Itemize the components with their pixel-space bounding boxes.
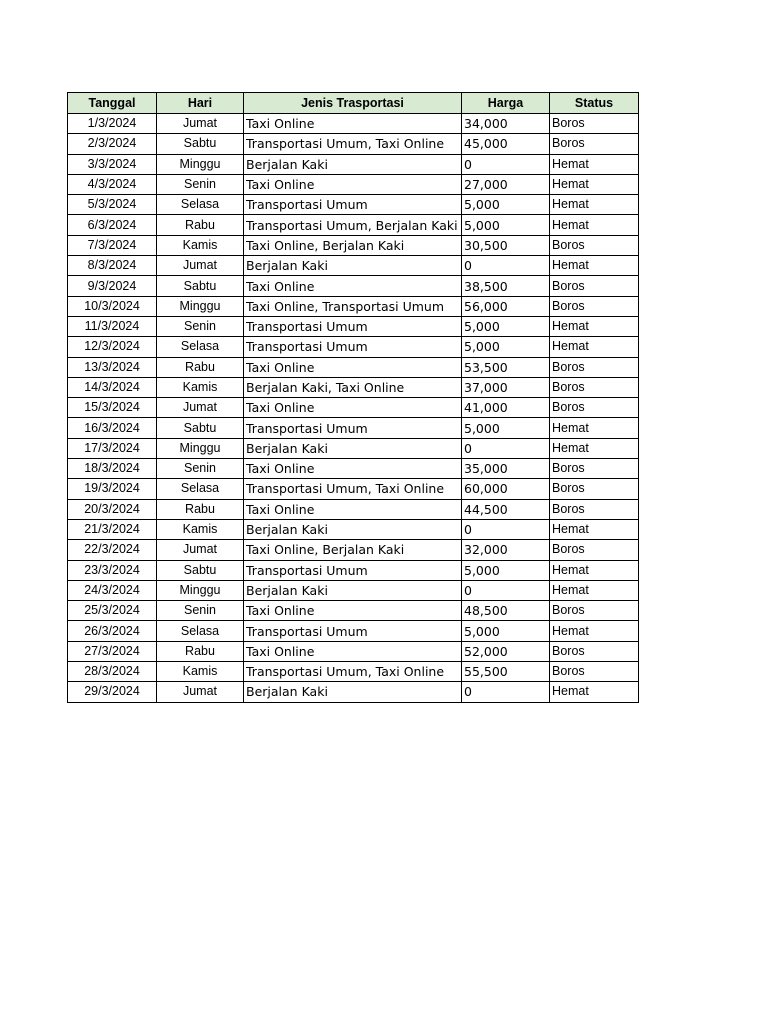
date-cell[interactable]: 10/3/2024: [68, 296, 157, 316]
price-cell[interactable]: 27,000: [462, 174, 550, 194]
transport-type-cell[interactable]: Transportasi Umum: [244, 621, 462, 641]
transport-type-cell[interactable]: Taxi Online: [244, 601, 462, 621]
status-cell[interactable]: Boros: [550, 641, 639, 661]
table-row: [68, 357, 639, 377]
price-cell[interactable]: 5,000: [462, 418, 550, 438]
transport-type-cell[interactable]: Berjalan Kaki: [244, 580, 462, 600]
day-cell[interactable]: Selasa: [157, 195, 244, 215]
date-cell[interactable]: 5/3/2024: [68, 195, 157, 215]
table-row: [68, 519, 639, 539]
price-cell[interactable]: 60,000: [462, 479, 550, 499]
transport-type-cell[interactable]: Taxi Online: [244, 459, 462, 479]
status-cell[interactable]: Boros: [550, 479, 639, 499]
price-cell[interactable]: 5,000: [462, 621, 550, 641]
price-cell[interactable]: 0: [462, 580, 550, 600]
date-cell[interactable]: 27/3/2024: [68, 641, 157, 661]
price-cell[interactable]: 0: [462, 438, 550, 458]
price-cell[interactable]: 56,000: [462, 296, 550, 316]
date-cell[interactable]: 23/3/2024: [68, 560, 157, 580]
status-cell[interactable]: Hemat: [550, 337, 639, 357]
table-row: [68, 154, 639, 174]
transport-type-cell[interactable]: Taxi Online: [244, 174, 462, 194]
day-cell[interactable]: Selasa: [157, 479, 244, 499]
price-cell[interactable]: 55,500: [462, 662, 550, 682]
status-cell[interactable]: Boros: [550, 662, 639, 682]
date-cell[interactable]: 3/3/2024: [68, 154, 157, 174]
header-hari[interactable]: Hari: [157, 93, 244, 114]
transport-type-cell[interactable]: Taxi Online: [244, 641, 462, 661]
status-cell[interactable]: Boros: [550, 276, 639, 296]
table-row: [68, 296, 639, 316]
day-cell[interactable]: Sabtu: [157, 418, 244, 438]
header-row: [68, 93, 639, 114]
date-cell[interactable]: 24/3/2024: [68, 580, 157, 600]
header-harga[interactable]: Harga: [462, 93, 550, 114]
table-row: [68, 418, 639, 438]
transport-type-cell[interactable]: Taxi Online, Berjalan Kaki: [244, 235, 462, 255]
day-cell[interactable]: Rabu: [157, 357, 244, 377]
price-cell[interactable]: 5,000: [462, 215, 550, 235]
date-cell[interactable]: 17/3/2024: [68, 438, 157, 458]
table-row: [68, 215, 639, 235]
header-jenis-transportasi[interactable]: Jenis Trasportasi: [244, 93, 462, 114]
table-row: [68, 114, 639, 134]
status-cell[interactable]: Hemat: [550, 174, 639, 194]
date-cell[interactable]: 20/3/2024: [68, 499, 157, 519]
table-row: [68, 316, 639, 336]
status-cell[interactable]: Boros: [550, 377, 639, 397]
table-row: [68, 134, 639, 154]
date-cell[interactable]: 28/3/2024: [68, 662, 157, 682]
date-cell[interactable]: 9/3/2024: [68, 276, 157, 296]
status-cell[interactable]: Hemat: [550, 154, 639, 174]
transport-type-cell[interactable]: Taxi Online: [244, 114, 462, 134]
status-cell[interactable]: Hemat: [550, 519, 639, 539]
status-cell[interactable]: Boros: [550, 601, 639, 621]
transport-type-cell[interactable]: Taxi Online: [244, 357, 462, 377]
table-row: [68, 560, 639, 580]
table-row: [68, 276, 639, 296]
transport-type-cell[interactable]: Transportasi Umum, Berjalan Kaki: [244, 215, 462, 235]
status-cell[interactable]: Boros: [550, 398, 639, 418]
transport-type-cell[interactable]: Transportasi Umum: [244, 337, 462, 357]
table-row: [68, 641, 639, 661]
day-cell[interactable]: Kamis: [157, 519, 244, 539]
day-cell[interactable]: Jumat: [157, 114, 244, 134]
table-row: [68, 499, 639, 519]
day-cell[interactable]: Jumat: [157, 398, 244, 418]
day-cell[interactable]: Senin: [157, 316, 244, 336]
day-cell[interactable]: Sabtu: [157, 560, 244, 580]
day-cell[interactable]: Senin: [157, 601, 244, 621]
status-cell[interactable]: Hemat: [550, 195, 639, 215]
price-cell[interactable]: 5,000: [462, 337, 550, 357]
status-cell[interactable]: Hemat: [550, 316, 639, 336]
price-cell[interactable]: 44,500: [462, 499, 550, 519]
day-cell[interactable]: Jumat: [157, 540, 244, 560]
table-row: [68, 479, 639, 499]
table-row: [68, 195, 639, 215]
date-cell[interactable]: 25/3/2024: [68, 601, 157, 621]
date-cell[interactable]: 4/3/2024: [68, 174, 157, 194]
day-cell[interactable]: Kamis: [157, 662, 244, 682]
price-cell[interactable]: 0: [462, 519, 550, 539]
price-cell[interactable]: 37,000: [462, 377, 550, 397]
transport-type-cell[interactable]: Transportasi Umum: [244, 418, 462, 438]
day-cell[interactable]: Jumat: [157, 256, 244, 276]
date-cell[interactable]: 11/3/2024: [68, 316, 157, 336]
day-cell[interactable]: Kamis: [157, 235, 244, 255]
price-cell[interactable]: 45,000: [462, 134, 550, 154]
status-cell[interactable]: Boros: [550, 357, 639, 377]
transport-type-cell[interactable]: Berjalan Kaki: [244, 682, 462, 702]
transport-type-cell[interactable]: Transportasi Umum, Taxi Online: [244, 479, 462, 499]
day-cell[interactable]: Minggu: [157, 580, 244, 600]
date-cell[interactable]: 22/3/2024: [68, 540, 157, 560]
status-cell[interactable]: Hemat: [550, 438, 639, 458]
price-cell[interactable]: 0: [462, 154, 550, 174]
price-cell[interactable]: 0: [462, 256, 550, 276]
day-cell[interactable]: Rabu: [157, 215, 244, 235]
price-cell[interactable]: 5,000: [462, 316, 550, 336]
date-cell[interactable]: 26/3/2024: [68, 621, 157, 641]
table-row: [68, 662, 639, 682]
date-cell[interactable]: 1/3/2024: [68, 114, 157, 134]
date-cell[interactable]: 18/3/2024: [68, 459, 157, 479]
price-cell[interactable]: 30,500: [462, 235, 550, 255]
transport-type-cell[interactable]: Berjalan Kaki: [244, 154, 462, 174]
date-cell[interactable]: 15/3/2024: [68, 398, 157, 418]
day-cell[interactable]: Sabtu: [157, 134, 244, 154]
status-cell[interactable]: Boros: [550, 235, 639, 255]
day-cell[interactable]: Selasa: [157, 337, 244, 357]
status-cell[interactable]: Hemat: [550, 215, 639, 235]
date-cell[interactable]: 29/3/2024: [68, 682, 157, 702]
date-cell[interactable]: 19/3/2024: [68, 479, 157, 499]
status-cell[interactable]: Boros: [550, 499, 639, 519]
table-row: [68, 459, 639, 479]
header-tanggal[interactable]: Tanggal: [68, 93, 157, 114]
day-cell[interactable]: Senin: [157, 174, 244, 194]
price-cell[interactable]: 34,000: [462, 114, 550, 134]
price-cell[interactable]: 5,000: [462, 560, 550, 580]
table-row: [68, 235, 639, 255]
price-cell[interactable]: 53,500: [462, 357, 550, 377]
status-cell[interactable]: Hemat: [550, 621, 639, 641]
status-cell[interactable]: Hemat: [550, 256, 639, 276]
day-cell[interactable]: Minggu: [157, 154, 244, 174]
transport-type-cell[interactable]: Transportasi Umum, Taxi Online: [244, 662, 462, 682]
status-cell[interactable]: Boros: [550, 114, 639, 134]
table-row: [68, 256, 639, 276]
table-row: [68, 174, 639, 194]
status-cell[interactable]: Hemat: [550, 560, 639, 580]
price-cell[interactable]: 38,500: [462, 276, 550, 296]
date-cell[interactable]: 6/3/2024: [68, 215, 157, 235]
transport-type-cell[interactable]: Taxi Online, Berjalan Kaki: [244, 540, 462, 560]
status-cell[interactable]: Hemat: [550, 418, 639, 438]
table-row: [68, 682, 639, 702]
status-cell[interactable]: Boros: [550, 134, 639, 154]
status-cell[interactable]: Boros: [550, 540, 639, 560]
status-cell[interactable]: Hemat: [550, 580, 639, 600]
table-row: [68, 398, 639, 418]
transport-type-cell[interactable]: Taxi Online: [244, 499, 462, 519]
table-row: [68, 621, 639, 641]
date-cell[interactable]: 16/3/2024: [68, 418, 157, 438]
price-cell[interactable]: 5,000: [462, 195, 550, 215]
table-row: [68, 580, 639, 600]
table-row: [68, 337, 639, 357]
status-cell[interactable]: Boros: [550, 296, 639, 316]
date-cell[interactable]: 12/3/2024: [68, 337, 157, 357]
day-cell[interactable]: Minggu: [157, 296, 244, 316]
date-cell[interactable]: 13/3/2024: [68, 357, 157, 377]
transport-type-cell[interactable]: Taxi Online: [244, 276, 462, 296]
transport-type-cell[interactable]: Transportasi Umum, Taxi Online: [244, 134, 462, 154]
day-cell[interactable]: Sabtu: [157, 276, 244, 296]
price-cell[interactable]: 48,500: [462, 601, 550, 621]
transport-type-cell[interactable]: Taxi Online: [244, 398, 462, 418]
day-cell[interactable]: Rabu: [157, 641, 244, 661]
day-cell[interactable]: Jumat: [157, 682, 244, 702]
status-cell[interactable]: Boros: [550, 459, 639, 479]
table-row: [68, 377, 639, 397]
transport-expense-table: [67, 92, 639, 703]
price-cell[interactable]: 32,000: [462, 540, 550, 560]
day-cell[interactable]: Selasa: [157, 621, 244, 641]
header-status[interactable]: Status: [550, 93, 639, 114]
table-body: [68, 114, 639, 703]
transport-type-cell[interactable]: Berjalan Kaki, Taxi Online: [244, 377, 462, 397]
date-cell[interactable]: 21/3/2024: [68, 519, 157, 539]
date-cell[interactable]: 8/3/2024: [68, 256, 157, 276]
transport-type-cell[interactable]: Berjalan Kaki: [244, 519, 462, 539]
price-cell[interactable]: 35,000: [462, 459, 550, 479]
transport-type-cell[interactable]: Taxi Online, Transportasi Umum: [244, 296, 462, 316]
date-cell[interactable]: 7/3/2024: [68, 235, 157, 255]
transport-type-cell[interactable]: Berjalan Kaki: [244, 256, 462, 276]
transport-type-cell[interactable]: Transportasi Umum: [244, 560, 462, 580]
table-row: [68, 601, 639, 621]
day-cell[interactable]: Senin: [157, 459, 244, 479]
day-cell[interactable]: Minggu: [157, 438, 244, 458]
day-cell[interactable]: Kamis: [157, 377, 244, 397]
table-row: [68, 438, 639, 458]
transport-type-cell[interactable]: Transportasi Umum: [244, 195, 462, 215]
price-cell[interactable]: 52,000: [462, 641, 550, 661]
price-cell[interactable]: 41,000: [462, 398, 550, 418]
date-cell[interactable]: 14/3/2024: [68, 377, 157, 397]
price-cell[interactable]: 0: [462, 682, 550, 702]
table-row: [68, 540, 639, 560]
status-cell[interactable]: Hemat: [550, 682, 639, 702]
transport-type-cell[interactable]: Transportasi Umum: [244, 316, 462, 336]
day-cell[interactable]: Rabu: [157, 499, 244, 519]
date-cell[interactable]: 2/3/2024: [68, 134, 157, 154]
transport-type-cell[interactable]: Berjalan Kaki: [244, 438, 462, 458]
